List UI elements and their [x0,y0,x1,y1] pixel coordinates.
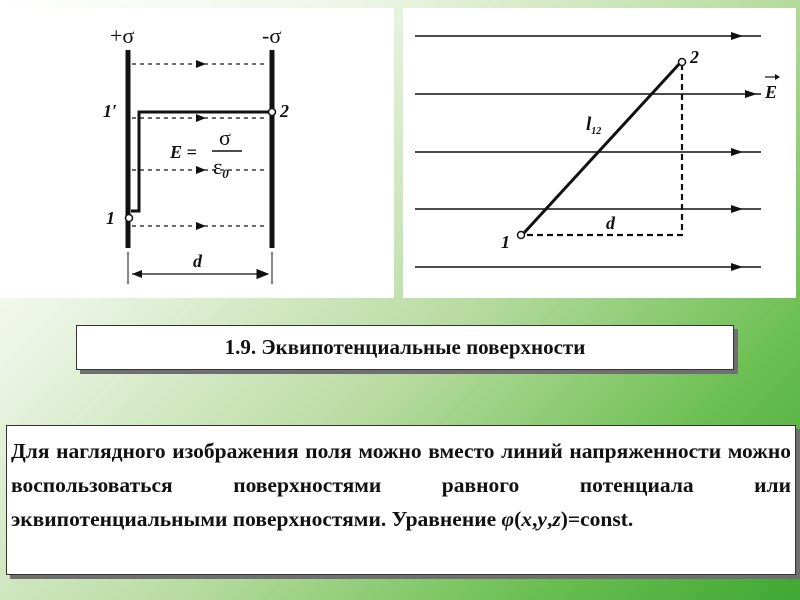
distance-label: d [193,251,202,271]
point-2-marker [269,109,276,116]
field-arrows [196,60,206,230]
distance-label: d [606,213,615,233]
var-x: x [521,507,533,531]
point-2-label: 2 [280,101,289,121]
field-lines [132,64,268,226]
var-y: y [537,507,547,531]
sigma-numerator: σ [219,125,231,150]
integration-path [131,112,269,211]
point-1-label: 1 [501,232,510,252]
args-close: )=const. [560,507,634,531]
plus-sigma-label: +σ [110,23,135,48]
var-z: z [552,507,561,531]
field-lines [415,36,761,267]
point-1-marker [518,232,525,239]
args-open: ( [514,507,522,531]
segment-l12 [523,62,681,234]
point-2-label: 2 [690,47,699,67]
section-title: 1.9. Эквипотенциальные поверхности [76,325,734,370]
point-2-marker [679,59,686,66]
field-vector-label: E [765,82,778,102]
body-text: Для наглядного изображения поля можно вместо линий напряженности можно воспользоваться поверхностями равного потенциала или эквипотенциальными поверхностями. Уравнение φ(x,y,z)=const. [6,425,796,575]
uniform-field-panel [403,8,796,298]
point-1-marker [126,215,133,222]
body-paragraph: Для наглядного изображения поля можно вместо линий напряженности можно воспользоваться поверхностями равного потенциала или эквипотенциальными поверхностями. Уравнение [11,439,791,531]
e-formula-label: E = [170,142,197,162]
l12-label: $l_{12}$ [586,114,602,137]
minus-sigma-label: -σ [262,23,282,48]
phi-symbol: φ [501,507,515,531]
point-1prime-label: 1′ [103,101,118,121]
point-1-label: 1 [106,208,115,228]
capacitor-diagram [0,8,394,298]
epsilon-denominator: ε0 [213,154,229,181]
capacitor-diagram-panel [0,8,394,298]
uniform-field-diagram [403,8,796,298]
vector-arrow-icon [765,74,780,80]
